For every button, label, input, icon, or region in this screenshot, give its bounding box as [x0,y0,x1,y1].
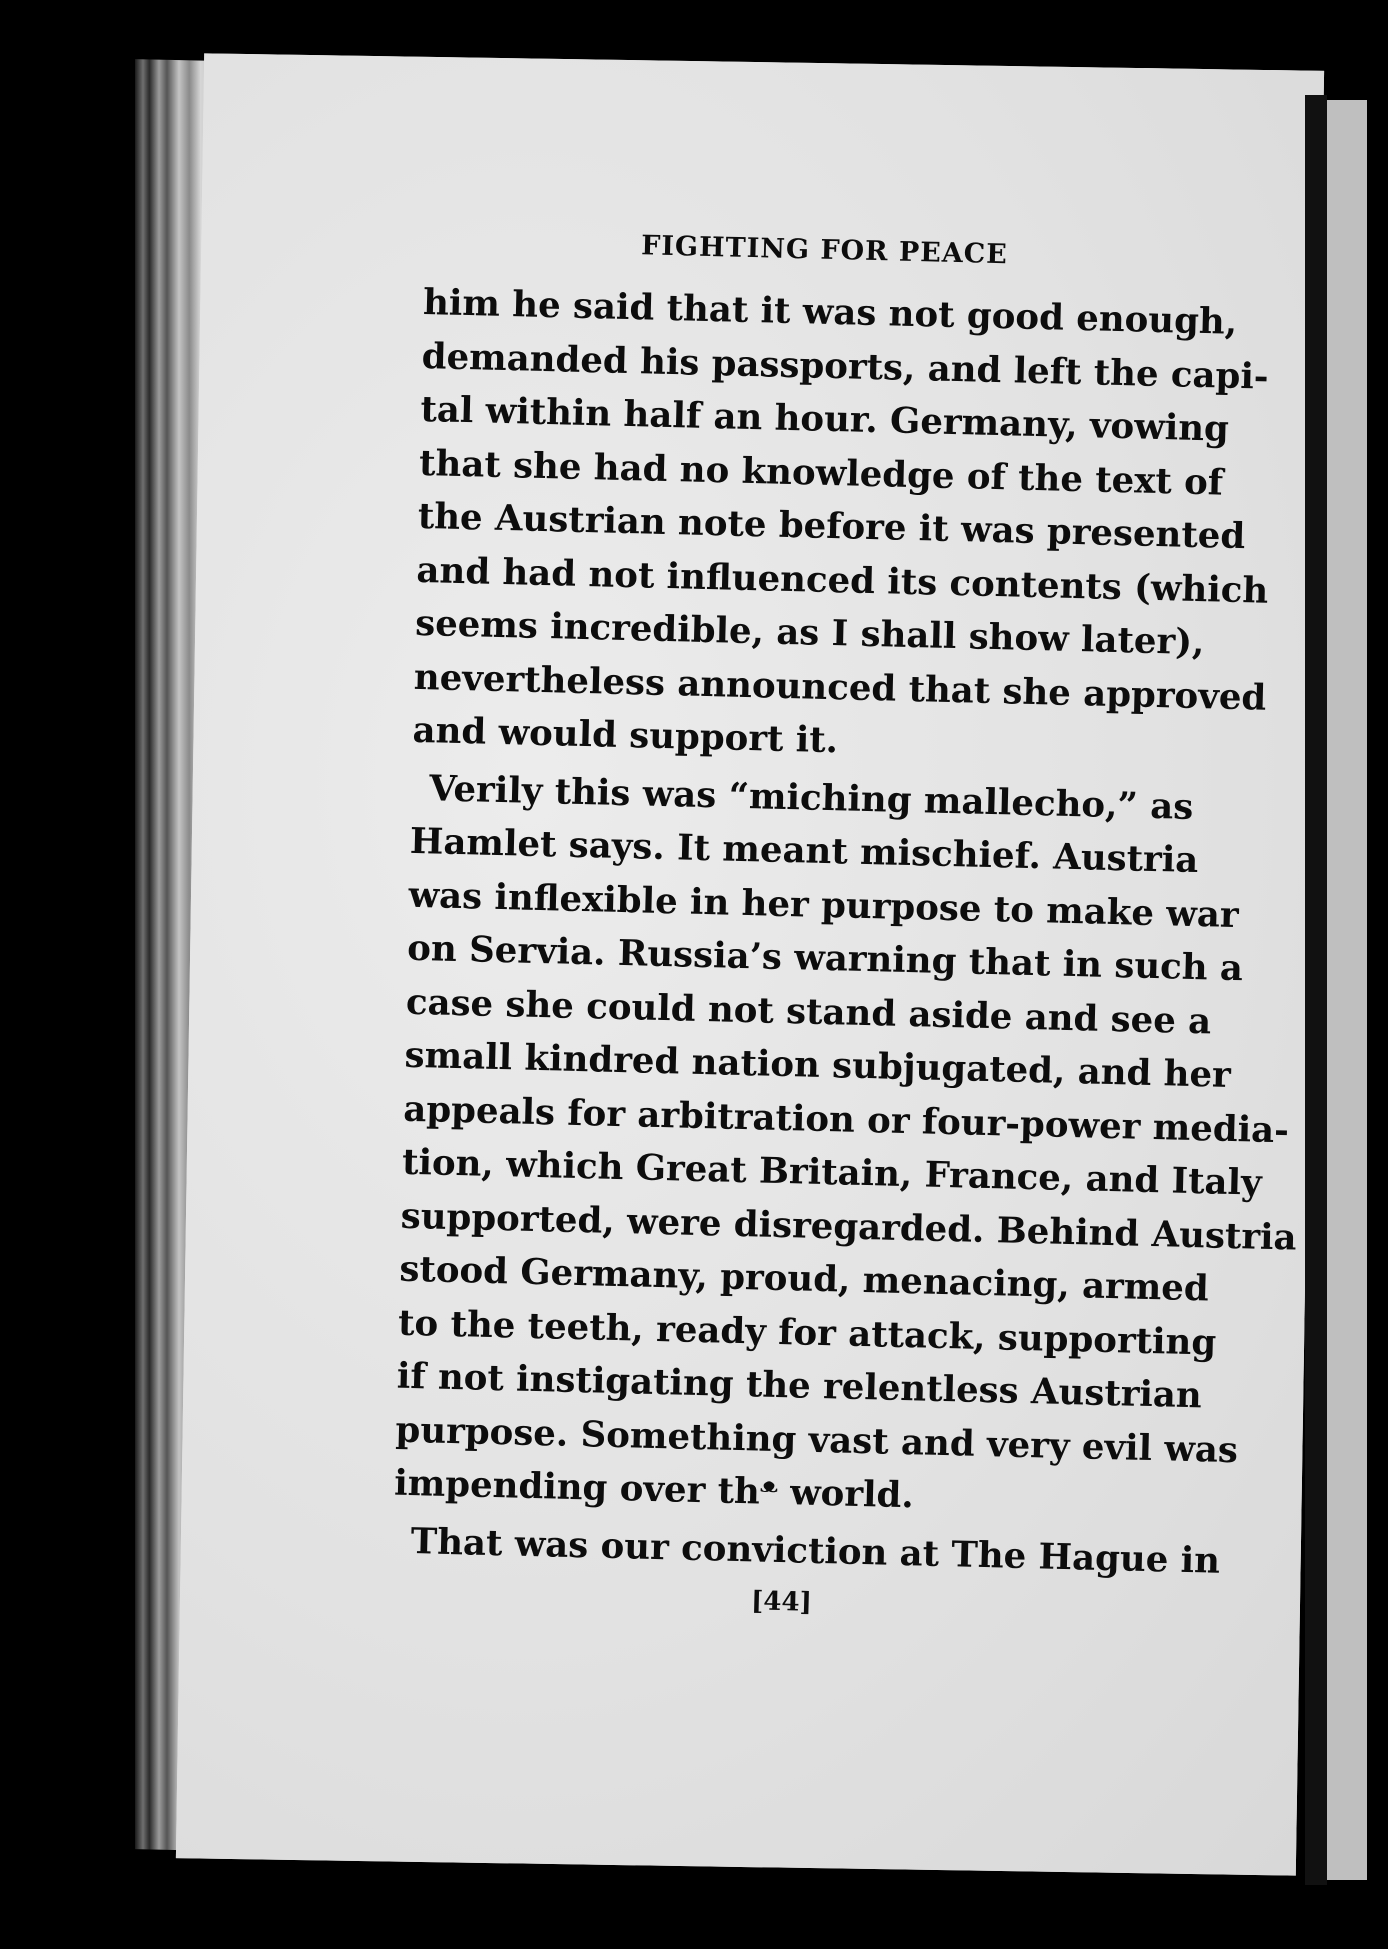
text-line: was inflexible in her purpose to make war [408,874,1240,936]
facing-page-edge [1327,100,1367,1880]
text-line: the Austrian note before it was presented [417,495,1246,558]
text-line: demanded his passports, and left the capi- [421,335,1270,398]
page-text-block [391,225,1298,1627]
text-line: That was our conviction at The Hague in [410,1520,1221,1582]
text-line: that she had no knowledge of the text of [418,442,1224,504]
page-gutter-shadow [1305,95,1327,1885]
text-line: impending over thᵜ world. [393,1462,915,1517]
paragraph-2 [393,761,1298,1529]
text-line: case she could not stand aside and see a [405,981,1212,1042]
text-line: to the teeth, ready for attack, supporting [397,1302,1217,1364]
text-line: seems incredible, as I shall show later), [414,602,1205,664]
page-number: [44] [750,1586,813,1618]
text-line: and would support it. [412,709,839,762]
text-line: on Servia. Russia’s warning that in such a [406,927,1244,990]
text-line: if not instigating the relentless Austrian [396,1355,1203,1417]
text-line: supported, were disregarded. Behind Austria [400,1195,1298,1259]
paragraph-1 [412,276,1270,776]
text-line: Hamlet says. It meant mischief. Austria [409,820,1199,882]
text-line: and had not influenced its contents (which [416,549,1269,612]
text-line: Verily this was “miching mallecho,” as [428,767,1194,828]
running-head: FIGHTING FOR PEACE [640,230,1009,271]
text-line: stood Germany, proud, menacing, armed [398,1248,1210,1310]
text-line: appeals for arbitration or four-power media- [402,1088,1290,1151]
text-line: small kindred nation subjugated, and her [404,1034,1232,1096]
text-line: tal within half an hour. Germany, vowing [419,388,1230,450]
text-line: him he said that it was not good enough, [422,281,1238,343]
text-line: nevertheless announced that she approved [413,656,1267,719]
text-line: tion, which Great Britain, France, and Italy [401,1141,1263,1204]
text-line: purpose. Something vast and very evil was [395,1409,1239,1471]
